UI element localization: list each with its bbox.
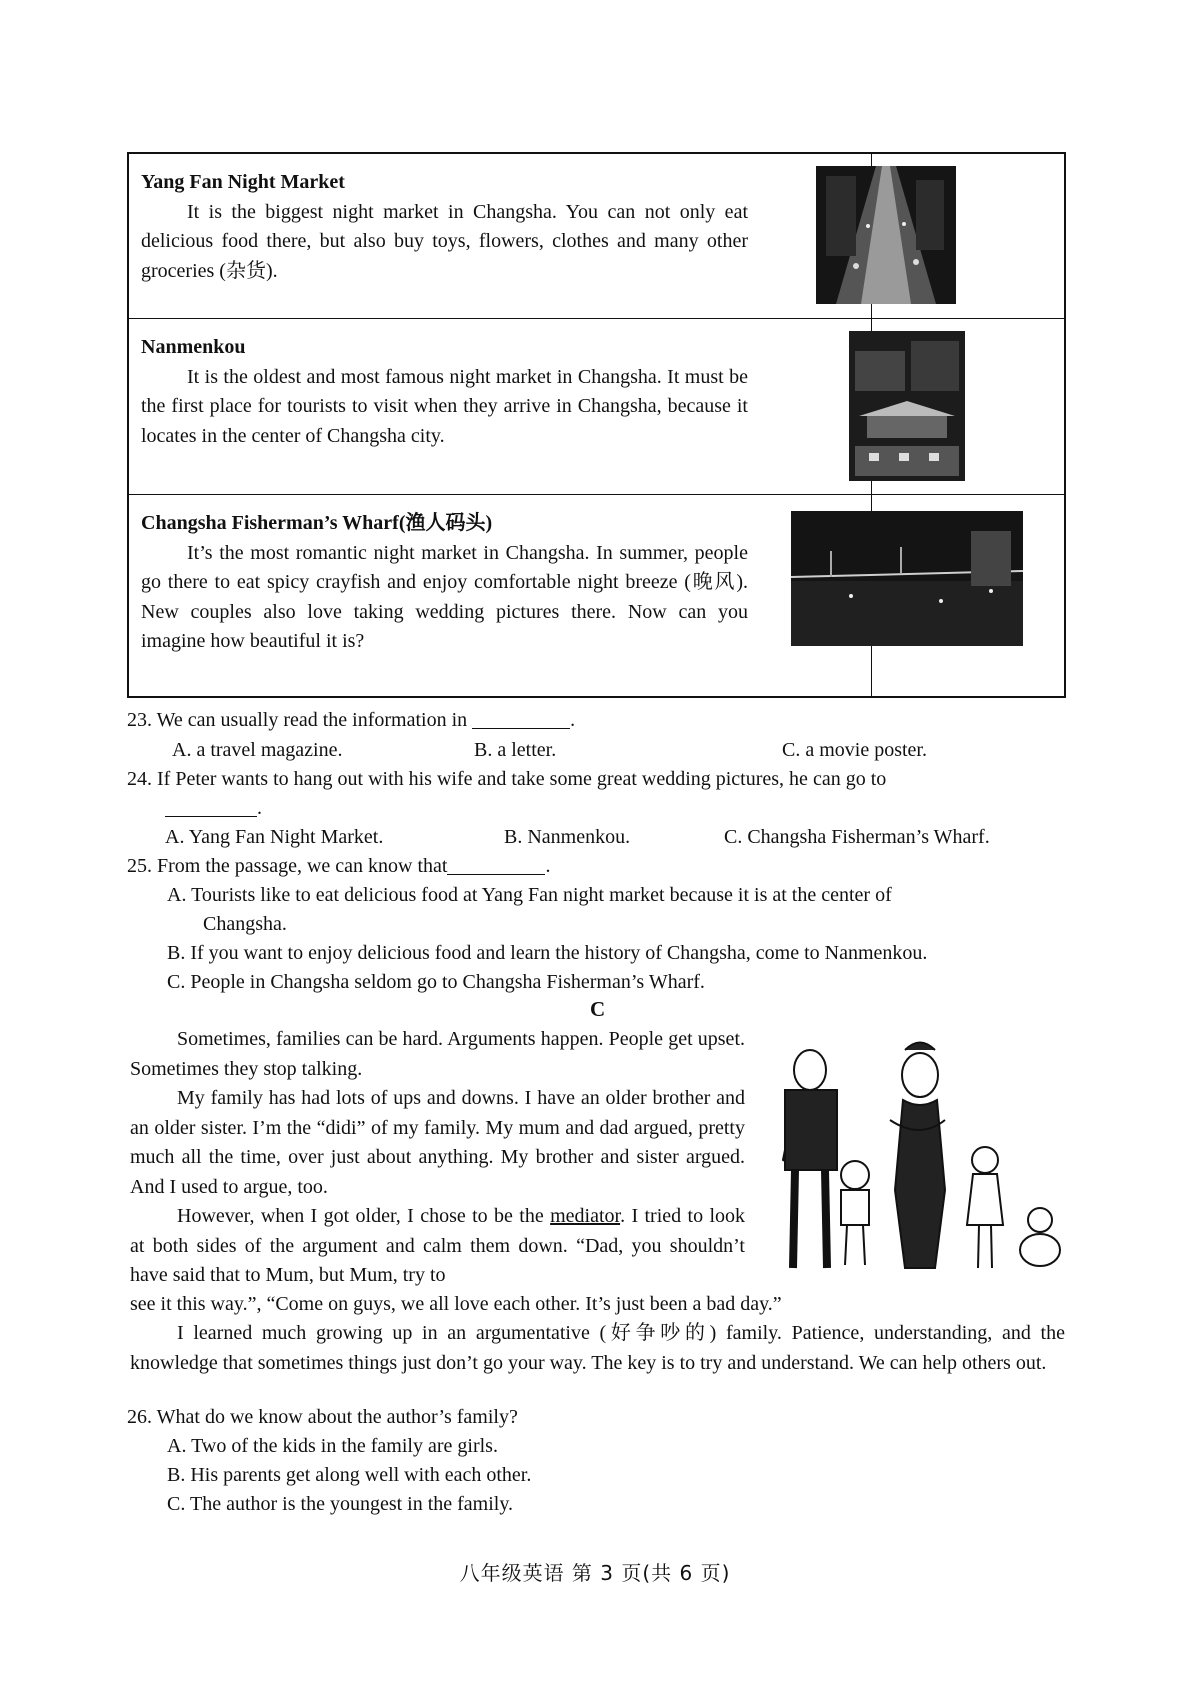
market-description: It is the biggest night market in Changsha. You can not only eat delicious food there, but also buy toys, flowers, clothes and many other groceries (杂货). bbox=[141, 200, 748, 282]
answer-blank[interactable] bbox=[472, 708, 570, 729]
option-25c[interactable]: C. People in Changsha seldom go to Changsha Fisherman’s Wharf. bbox=[167, 971, 705, 993]
option-25a-continued: Changsha. bbox=[203, 913, 287, 935]
option-23a[interactable]: A. a travel magazine. bbox=[172, 739, 343, 761]
option-25b[interactable]: B. If you want to enjoy delicious food and learn the history of Changsha, come to Nanmenkou. bbox=[167, 942, 928, 964]
question-24: 24. If Peter wants to hang out with his wife and take some great wedding pictures, he can go to bbox=[127, 768, 887, 790]
question-23 bbox=[127, 706, 575, 735]
nanmenkou-buildings-photo bbox=[849, 331, 965, 481]
option-23c[interactable]: C. a movie poster. bbox=[782, 739, 927, 761]
night-market-street-photo bbox=[816, 166, 956, 304]
family-argument-cartoon bbox=[775, 1040, 1075, 1275]
passage-paragraph-1: Sometimes, families can be hard. Arguments happen. People get upset. Sometimes they stop talking. bbox=[130, 1028, 745, 1080]
answer-blank[interactable] bbox=[165, 796, 257, 817]
text: . I tried to look at both sides of the argument and calm them down. “Dad, you shouldn’t have said that to Mum, but Mum, try to bbox=[130, 1205, 745, 1286]
market-name: Nanmenkou bbox=[141, 336, 246, 358]
question-26: 26. What do we know about the author’s family? bbox=[127, 1406, 518, 1428]
underlined-word-mediator: mediator bbox=[550, 1205, 621, 1227]
question-stem: 23. We can usually read the information in bbox=[127, 709, 468, 731]
punctuation: . bbox=[545, 855, 551, 877]
text: However, when I got older, I chose to be the bbox=[177, 1205, 544, 1227]
option-24c[interactable]: C. Changsha Fisherman’s Wharf. bbox=[724, 826, 990, 848]
passage-paragraph-2: My family has had lots of ups and downs. I have an older brother and an older sister. I’m the “didi” of my family. My mum and dad argued, pretty much all the time, over just about anything. My brother and sister argued. And I used to argue, too. bbox=[130, 1087, 745, 1198]
option-26c[interactable]: C. The author is the youngest in the family. bbox=[167, 1493, 514, 1515]
passage-paragraph-4: I learned much growing up in an argumentative (好争吵的) family. Patience, understanding, and the knowledge that sometimes things just don’t go your way. The key is to try and understand. We can help others out. bbox=[130, 1322, 1065, 1374]
question-stem: 25. From the passage, we can know that bbox=[127, 855, 448, 877]
market-name: Yang Fan Night Market bbox=[141, 171, 345, 193]
option-26a[interactable]: A. Two of the kids in the family are girls. bbox=[167, 1435, 498, 1457]
question-25 bbox=[127, 852, 550, 881]
market-description: It is the oldest and most famous night market in Changsha. It must be the first place for tourists to visit when they arrive in Changsha, because it locates in the center of Changsha city. bbox=[141, 365, 748, 447]
answer-blank[interactable] bbox=[447, 854, 545, 875]
section-c-heading: C bbox=[590, 997, 606, 1021]
page-footer: 八年级英语 第 3 页(共 6 页) bbox=[459, 1561, 731, 1585]
punctuation: . bbox=[570, 709, 576, 731]
question-24-blank bbox=[165, 794, 262, 823]
punctuation: . bbox=[257, 797, 262, 819]
market-row-fishermans-wharf bbox=[129, 495, 1064, 696]
night-market-table bbox=[127, 152, 1066, 698]
market-row-yangfan bbox=[129, 154, 1064, 319]
wharf-bridge-night-photo bbox=[791, 511, 1023, 646]
market-description: It’s the most romantic night market in Changsha. In summer, people go there to eat spicy crayfish and enjoy comfortable night breeze (晚风). New couples also love taking wedding pictures there. Now can you imagine how beautiful it is? bbox=[141, 541, 748, 652]
option-24a[interactable]: A. Yang Fan Night Market. bbox=[165, 826, 384, 848]
passage-paragraph-3-end: see it this way.”, “Come on guys, we all love each other. It’s just been a bad day.” bbox=[130, 1293, 782, 1315]
market-row-nanmenkou bbox=[129, 319, 1064, 495]
option-26b[interactable]: B. His parents get along well with each other. bbox=[167, 1464, 532, 1486]
option-25a[interactable]: A. Tourists like to eat delicious food at Yang Fan night market because it is at the center of bbox=[167, 884, 892, 906]
market-text bbox=[141, 333, 748, 451]
market-name: Changsha Fisherman’s Wharf(渔人码头) bbox=[141, 512, 493, 534]
market-text bbox=[141, 168, 748, 286]
option-23b[interactable]: B. a letter. bbox=[474, 739, 557, 761]
passage-paragraph-3 bbox=[130, 1202, 745, 1291]
market-text bbox=[141, 509, 748, 657]
option-24b[interactable]: B. Nanmenkou. bbox=[504, 826, 631, 848]
